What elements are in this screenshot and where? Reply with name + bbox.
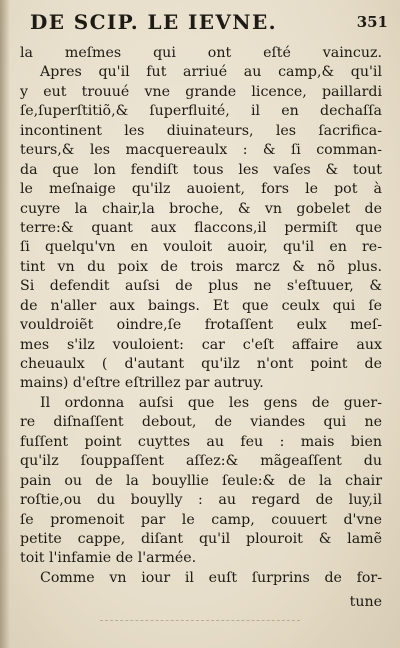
text-line: petite cappe, diſant qu'il plouroit & lamẽ bbox=[20, 530, 382, 547]
text-line: incontinent les diuinateurs, les ſacrifica- bbox=[20, 122, 382, 139]
text-line: y eut trouué vne grande licence, paillardi bbox=[20, 83, 382, 100]
text-line: cheuaulx ( d'autant qu'ilz n'ont point de bbox=[20, 356, 382, 372]
running-head bbox=[30, 10, 388, 36]
text-line: ſi quelqu'vn en vouloit auoir, qu'il en re- bbox=[20, 239, 382, 256]
text-line: teurs,& les macquereaulx : & ſi comman- bbox=[20, 142, 382, 159]
text-line: Si defendit auſsi de plus ne s'eſtuuer, & bbox=[20, 278, 382, 295]
text-line: mains) d'eſtre eſtrillez par autruy. bbox=[20, 375, 264, 392]
text-line: pain ou de la bouyllie ſeule:& de la chair bbox=[20, 472, 382, 489]
text-line: ſe promenoit par le camp, couuert d'vne bbox=[20, 511, 382, 528]
text-line: ſe,ſuperſtitiõ,& ſuperfluité, il en dechaſſa bbox=[20, 103, 382, 120]
text-line: mes s'ilz vouloient: car c'eſt affaire aux bbox=[20, 336, 382, 353]
text-line: roſtie,ou du bouylly : au regard de luy,il bbox=[20, 492, 382, 509]
text-line: toit l'infamie de l'armée. bbox=[20, 550, 197, 567]
text-line: Il ordonna auſsi que les gens de guer- bbox=[40, 394, 382, 411]
paper-crease bbox=[100, 620, 300, 622]
text-line: terre:& quant aux flaccons,il permiſt que bbox=[20, 219, 382, 236]
text-line: re diſnaſſent debout, de viandes qui ne bbox=[20, 414, 382, 431]
text-line: Apres qu'il fut arriué au camp,& qu'il bbox=[40, 64, 382, 81]
text-line: vouldroiẽt oindre,ſe frotaſſent eulx meſ- bbox=[20, 317, 382, 334]
running-title: DE SCIP. LE IEVNE. bbox=[30, 10, 277, 34]
catchword: tune bbox=[349, 594, 382, 610]
text-line: fuſſent point cuyttes au feu : mais bien bbox=[20, 433, 382, 450]
page-gutter-shadow bbox=[0, 0, 10, 648]
text-line: tint vn du poix de trois marcz & nõ plus. bbox=[20, 258, 382, 275]
text-line: le meſnaige qu'ilz auoient, fors le pot à bbox=[20, 181, 382, 198]
body-text bbox=[20, 44, 382, 588]
text-line: da que lon fendiſt tous les vaſes & tout bbox=[20, 161, 382, 178]
page-number: 351 bbox=[356, 13, 388, 31]
text-line: la meſmes qui ont eſté vaincuz. bbox=[20, 45, 382, 61]
text-line: de n'aller aux baings. Et que ceulx qui ſe bbox=[20, 297, 382, 314]
text-line: qu'ilz ſouppaſſent aſſez:& mãgeaſſent du bbox=[20, 453, 382, 470]
text-line: cuyre la chair,la broche, & vn gobelet de bbox=[20, 200, 382, 217]
text-line: Comme vn iour il euſt ſurprins de for- bbox=[40, 569, 382, 586]
